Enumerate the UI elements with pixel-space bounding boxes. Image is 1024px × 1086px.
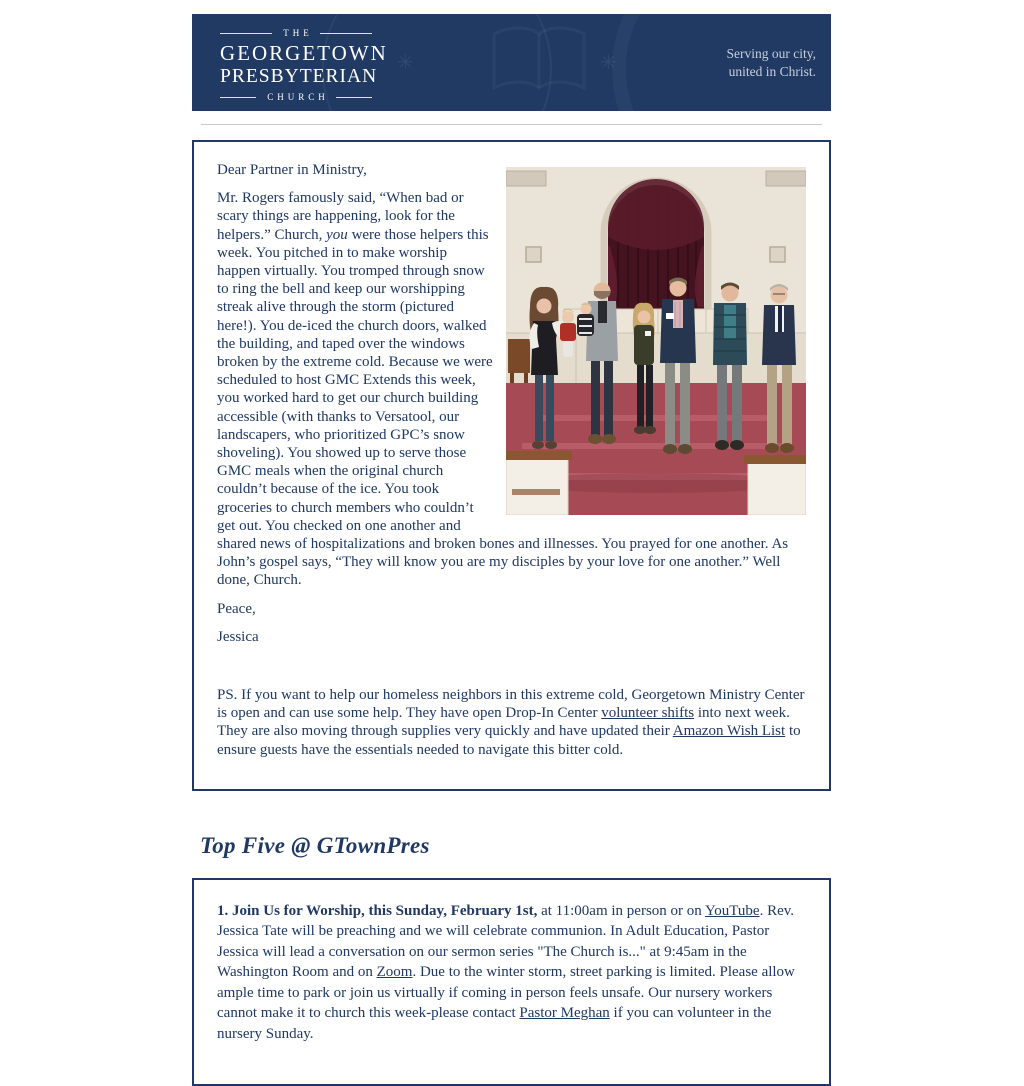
item1-text-2: . Rev. Jessica Tate will be preaching and we will celebrate communion. In Adult Education, Pastor Jessica will lead a conversation on our sermon series "The Church is..." at 9:45am in the Washington Room and on [217,902,795,981]
signature [217,628,806,646]
letter-italic-you: you [326,226,348,243]
closing-text: Peace, [217,600,256,617]
top-five-heading: Top Five @ GTownPres [200,832,430,858]
logo-rule [336,97,372,98]
sanctuary-photo [506,167,806,515]
logo-georgetown: GEORGETOWN [220,41,388,65]
header-divider [201,124,822,125]
top-five-box [192,878,831,1086]
logo-the: THE [283,28,313,38]
top-five-item-1 [217,901,806,1045]
logo-rule [220,33,272,34]
item1-text-4: if you can volunteer in the nursery Sunday. [217,1005,772,1042]
ps-text-1: PS. If you want to help our homeless neighbors in this extreme cold, Georgetown Ministry Center is open and can use some help. They have open Drop-In Center [217,687,805,722]
signature-text: Jessica [217,628,259,645]
pastor-meghan-link[interactable]: Pastor Meghan [519,1005,610,1022]
ps-text-3: to ensure guests have the essentials needed to navigate this bitter cold. [217,723,801,758]
letter-text-2: were those helpers this week. You pitched in to make worship happen virtually. You tromped through snow to ring the bell and keep our worshipping streak alive through the storm (pictured here!). You de-iced the church doors, walked the building, and taped over the windows broken by the extreme cold. Because we were scheduled to host GMC Extends this week, you worked hard to get our church building accessible (with thanks to Versatool, our landscapers, who prioritized GPC’s snow shoveling). You showed up to serve those GMC meals when the original church couldn’t because of the ice. You took groceries to church members who couldn’t get out. You checked on one another and shared news of hospitalizations and broken bones and illnesses. You prayed for one another. As John’s gospel says, “They will know you are my disciples by your love for one another.” Well done, Church. [217,226,789,589]
tagline-line1: Serving our city, [726,46,816,61]
logo-rule [320,33,372,34]
item1-text-1: at 11:00am in person or on [537,902,705,919]
salutation-text: Dear Partner in Ministry, [217,162,367,178]
ps-paragraph [217,686,806,759]
logo-rule [220,97,256,98]
youtube-link[interactable]: YouTube [704,902,760,919]
open-book-icon [484,22,594,111]
logo-church: CHURCH [267,91,329,102]
seal-star-icon: ✳ [600,50,617,74]
tagline-line2: united in Christ. [728,64,816,79]
email-body [192,14,831,1086]
item1-text-3: . Due to the winter storm, street parking is limited. Please allow ample time to park or join us virtually if coming in person feels unsafe. Our nursery workers cannot make it to church this week-please contact [217,964,795,1022]
logo-presbyterian: PRESBYTERIAN [220,66,378,87]
pastor-letter-box [192,140,831,791]
closing [217,600,806,618]
volunteer-shifts-link[interactable]: volunteer shifts [601,705,695,722]
church-header-banner [192,14,831,111]
church-logo [220,28,388,102]
ps-text-2: into next week. They are also moving through supplies very quickly and have updated their [217,705,790,740]
zoom-link[interactable]: Zoom [376,964,413,981]
amazon-wish-list-link[interactable]: Amazon Wish List [672,723,786,740]
seal-star-icon: ✳ [397,50,414,74]
item1-title: 1. Join Us for Worship, this Sunday, February 1st, [217,902,538,919]
header-tagline [727,45,816,81]
letter-text-1: Mr. Rogers famously said, “When bad or scary things are happening, look for the helpers.” Church, [217,190,464,243]
